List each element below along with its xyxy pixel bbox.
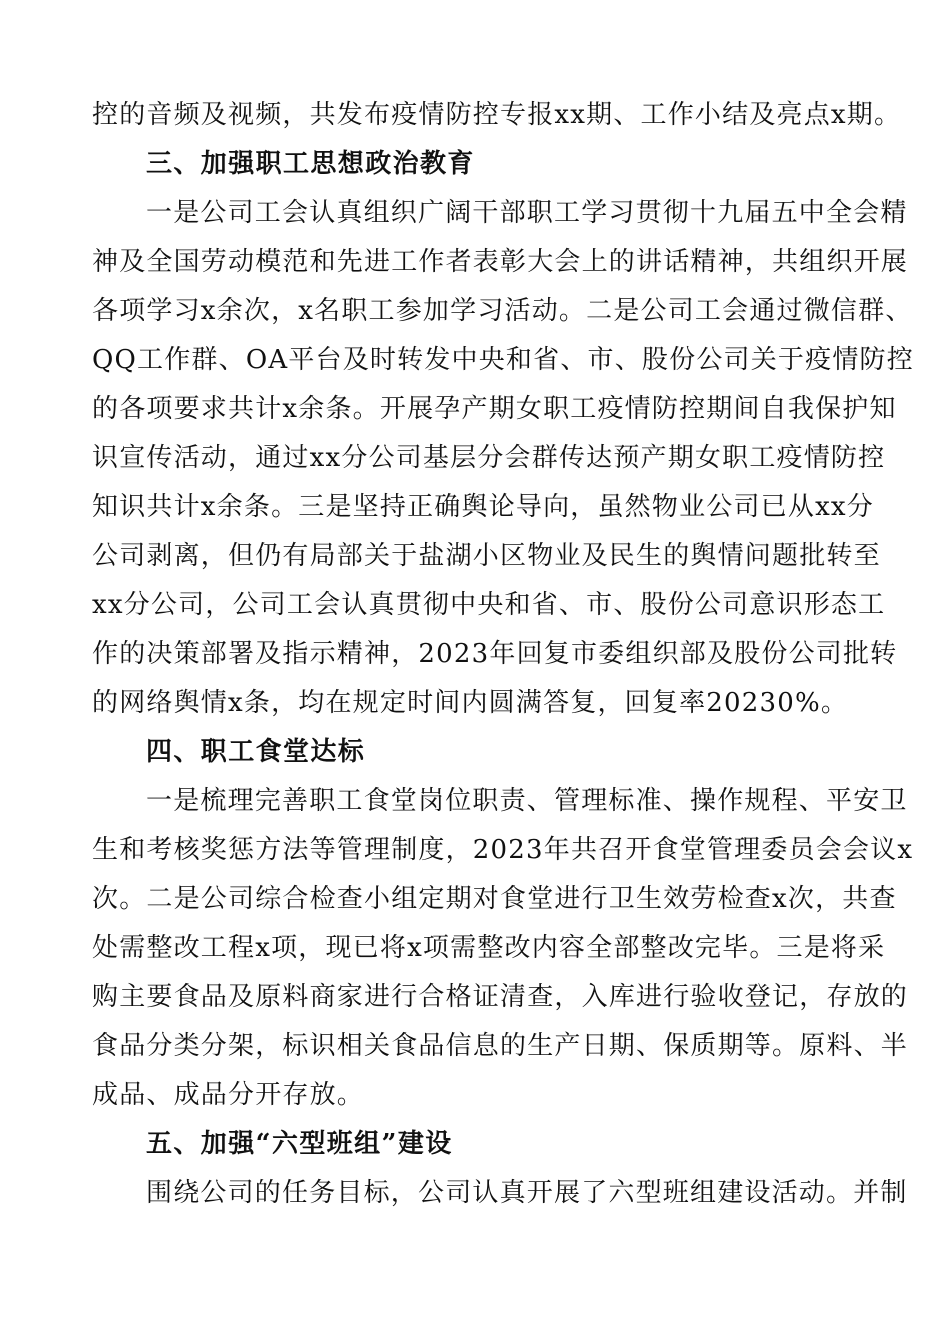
paragraph-line: 一是公司工会认真组织广阔干部职工学习贯彻十九届五中全会精 xyxy=(146,198,908,228)
paragraph-line: 购主要食品及原料商家进行合格证清查，入库进行验收登记，存放的 xyxy=(92,982,909,1012)
paragraph-line: 的网络舆情x条，均在规定时间内圆满答复，回复率20230%。 xyxy=(92,688,849,718)
paragraph-line: 识宣传活动，通过xx分公司基层分会群传达预产期女职工疫情防控 xyxy=(92,443,886,473)
paragraph-line: 处需整改工程x项，现已将x项需整改内容全部整改完毕。三是将采 xyxy=(92,933,886,963)
section-heading: 四、职工食堂达标 xyxy=(146,737,366,767)
paragraph-line: 知识共计x余条。三是坚持正确舆论导向，虽然物业公司已从xx分 xyxy=(92,492,874,522)
paragraph-line: 生和考核奖惩方法等管理制度，2023年共召开食堂管理委员会会议x xyxy=(92,835,914,865)
paragraph-line: 的各项要求共计x余条。开展孕产期女职工疫情防控期间自我保护知 xyxy=(92,394,897,424)
paragraph-line: 食品分类分架，标识相关食品信息的生产日期、保质期等。原料、半 xyxy=(92,1031,909,1061)
paragraph-line: QQ工作群、OA平台及时转发中央和省、市、股份公司关于疫情防控 xyxy=(92,345,914,375)
paragraph-line: 围绕公司的任务目标，公司认真开展了六型班组建设活动。并制 xyxy=(146,1178,908,1208)
paragraph-line: 次。二是公司综合检查小组定期对食堂进行卫生效劳检查x次，共查 xyxy=(92,884,897,914)
paragraph-line: 控的音频及视频，共发布疫情防控专报xx期、工作小结及亮点x期。 xyxy=(92,100,902,130)
paragraph-line: 一是梳理完善职工食堂岗位职责、管理标准、操作规程、平安卫 xyxy=(146,786,908,816)
section-heading: 三、加强职工思想政治教育 xyxy=(146,149,475,179)
paragraph-line: 神及全国劳动模范和先进工作者表彰大会上的讲话精神，共组织开展 xyxy=(92,247,909,277)
section-heading: 五、加强“六型班组”建设 xyxy=(146,1129,453,1159)
document-body xyxy=(92,98,914,1225)
paragraph-line: 成品、成品分开存放。 xyxy=(92,1080,365,1110)
paragraph-line: 作的决策部署及指示精神，2023年回复市委组织部及股份公司批转 xyxy=(92,639,898,669)
paragraph-line: 各项学习x余次，x名职工参加学习活动。二是公司工会通过微信群、 xyxy=(92,296,913,326)
paragraph-line: 公司剥离，但仍有局部关于盐湖小区物业及民生的舆情问题批转至 xyxy=(92,541,881,571)
paragraph-line: xx分公司，公司工会认真贯彻中央和省、市、股份公司意识形态工 xyxy=(92,590,886,620)
